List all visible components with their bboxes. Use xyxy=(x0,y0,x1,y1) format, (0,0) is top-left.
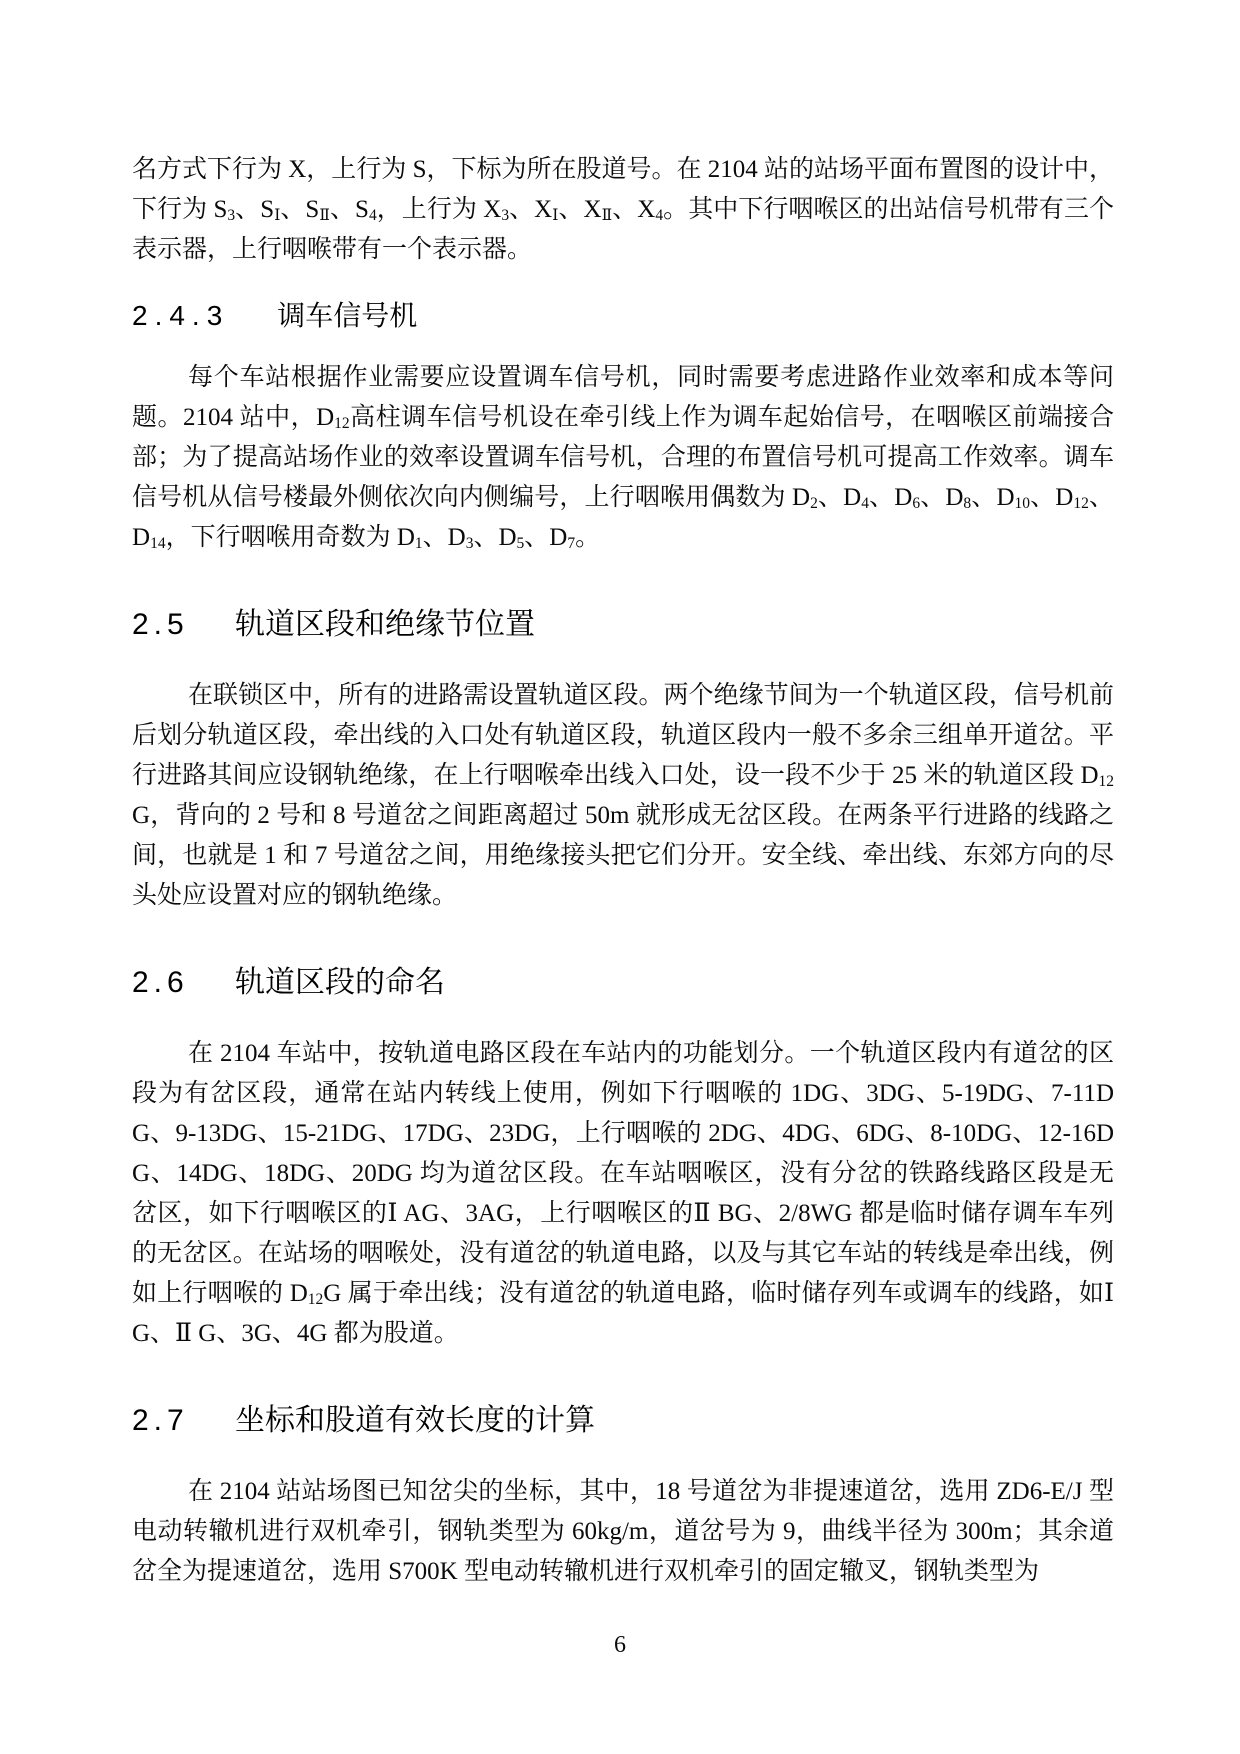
subscript: 4 xyxy=(368,206,377,224)
section-heading-2.7 xyxy=(132,1398,1114,1444)
heading-title: 轨道区段和绝缘节位置 xyxy=(235,608,535,641)
subscript: 1 xyxy=(414,534,423,552)
subscript: 10 xyxy=(1014,494,1030,512)
paragraph: 名方式下行为 X，上行为 S，下标为所在股道号。在 2104 站的站场平面布置图的设计中，下行为 $S_3$、$S_Ⅰ$、$S_Ⅱ$、$S_4$，上行为 $X_3$、$X_Ⅰ$、$X_Ⅱ$、$X_4$。其中下行咽喉区的出站信号机带有三个表示器，上行咽喉带有一个表示器。 xyxy=(132,156,1115,263)
document-content xyxy=(132,150,1114,1592)
subscript: 12 xyxy=(307,1290,324,1308)
subscript: 14 xyxy=(150,534,166,552)
subscript: 12 xyxy=(334,414,350,432)
heading-title: 坐标和股道有效长度的计算 xyxy=(235,1404,595,1437)
page-footer xyxy=(0,1632,1240,1659)
paragraph: 在 2104 站站场图已知岔尖的坐标，其中，18 号道岔为非提速道岔，选用 ZD6-E/J 型电动转辙机进行双机牵引，钢轨类型为 60kg/m，道岔号为 9，曲线半径为 300m；其余道岔全为提速道岔，选用 S700K 型电动转辙机进行双机牵引的固定辙叉，钢轨类型为 xyxy=(132,1478,1114,1585)
heading-title: 调车信号机 xyxy=(277,300,418,331)
subscript: Ⅰ xyxy=(552,206,559,224)
subscript: Ⅱ xyxy=(601,206,613,224)
subscript: 3 xyxy=(465,534,474,552)
section-heading-2.4.3 xyxy=(132,296,1114,336)
subscript: Ⅱ xyxy=(319,206,330,224)
subscript: 3 xyxy=(501,206,510,224)
subscript: 4 xyxy=(655,206,664,224)
subscript: 5 xyxy=(516,534,525,552)
subscript: 6 xyxy=(912,494,921,512)
heading-number: 2.6 xyxy=(132,966,189,999)
heading-number: 2.7 xyxy=(132,1404,189,1437)
subscript: 8 xyxy=(963,494,972,512)
subscript: 4 xyxy=(861,494,869,512)
heading-title: 轨道区段的命名 xyxy=(235,966,445,999)
heading-number: 2.4.3 xyxy=(132,300,230,331)
paragraph: 每个车站根据作业需要应设置调车信号机，同时需要考虑进路作业效率和成本等问题。2104 站中，$D_{12}$高柱调车信号机设在牵引线上作为调车起始信号，在咽喉区前端接合部；为了提高站场作业的效率设置调车信号机，合理的布置信号机可提高工作效率。调车信号机从信号楼最外侧依次向内侧编号，上行咽喉用偶数为 $D_2$、$D_4$、$D_6$、$D_8$、$D_{10}$、$D_{12}$、$D_{14}$，下行咽喉用奇数为 $D_1$、$D_3$、$D_5$、$D_7$。 xyxy=(132,364,1114,552)
section-heading-2.6 xyxy=(132,960,1114,1006)
subscript: 2 xyxy=(810,494,818,512)
paragraph: 在联锁区中，所有的进路需设置轨道区段。两个绝缘节间为一个轨道区段，信号机前后划分轨道区段，牵出线的入口处有轨道区段，轨道区段内一般不多余三组单开道岔。平行进路其间应设钢轨绝缘，在上行咽喉牵出线入口处，设一段不少于 25 米的轨道区段 $D_{12}G$，背向的 2 号和 8 号道岔之间距离超过 50m 就形成无岔区段。在两条平行进路的线路之间，也就是 1 和 7 号道岔之间，用绝缘接头把它们分开。安全线、牵出线、东郊方向的尽头处应设置对应的钢轨绝缘。 xyxy=(132,682,1114,909)
subscript: 3 xyxy=(227,206,236,224)
paragraph: 在 2104 车站中，按轨道电路区段在车站内的功能划分。一个轨道区段内有道岔的区段为有岔区段，通常在站内转线上使用，例如下行咽喉的 1DG、3DG、5-19DG、7-11DG、9-13DG、15-21DG、17DG、23DG，上行咽喉的 2DG、4DG、6DG、8-10DG、12-16DG、14DG、18DG、20DG 均为道岔区段。在车站咽喉区，没有分岔的铁路线路区段是无岔区，如下行咽喉区的Ⅰ AG、3AG，上行咽喉区的Ⅱ BG、2/8WG 都是临时储存调车车列的无岔区。在站场的咽喉处，没有道岔的轨道电路，以及与其它车站的转线是牵出线，例如上行咽喉的 $D_{12}G$ 属于牵出线；没有道岔的轨道电路，临时储存列车或调车的线路，如Ⅰ G、Ⅱ G、3G、4G 都为股道。 xyxy=(132,1040,1114,1347)
subscript: 7 xyxy=(567,534,576,552)
page-number: 6 xyxy=(614,1632,626,1658)
section-heading-2.5 xyxy=(132,602,1114,648)
subscript: 12 xyxy=(1073,494,1089,512)
subscript: Ⅰ xyxy=(274,206,281,224)
heading-number: 2.5 xyxy=(132,608,189,641)
subscript: 12 xyxy=(1098,772,1114,790)
